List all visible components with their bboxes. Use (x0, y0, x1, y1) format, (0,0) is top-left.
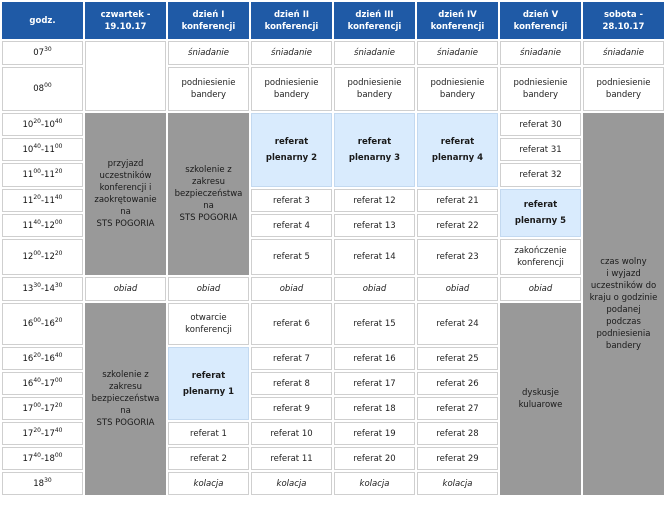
time-1020: $10^{20}-10^{40}$ (2, 113, 83, 136)
cell-lunch: obiad (334, 277, 415, 301)
cell-talk-21: referat 21 (417, 189, 498, 212)
cell-talk-15: referat 15 (334, 303, 415, 345)
cell-breakfast: śniadanie (334, 41, 415, 65)
header-day-3: dzień III konferencji (334, 2, 415, 39)
cell-flag-raising: podniesienie bandery (168, 67, 249, 111)
cell-talk-17: referat 17 (334, 372, 415, 395)
row-0730 (2, 41, 664, 65)
time-1620: $16^{20}-16^{40}$ (2, 347, 83, 370)
cell-closing: zakończenie konferencji (500, 239, 581, 275)
row-1020 (2, 113, 664, 136)
cell-plenary-5: referat plenarny 5 (500, 189, 581, 237)
cell-talk-26: referat 26 (417, 372, 498, 395)
header-thursday: czwartek - 19.10.17 (85, 2, 166, 39)
cell-opening: otwarcie konferencji (168, 303, 249, 345)
cell-talk-32: referat 32 (500, 163, 581, 187)
header-time: godz. (2, 2, 83, 39)
cell-plenary-2: referat plenarny 2 (251, 113, 332, 187)
time-1640: $16^{40}-17^{00}$ (2, 372, 83, 395)
cell-talk-12: referat 12 (334, 189, 415, 212)
cell-talk-3: referat 3 (251, 189, 332, 212)
time-0800: $08^{00}$ (2, 67, 83, 111)
cell-talk-31: referat 31 (500, 138, 581, 161)
cell-lunch: obiad (417, 277, 498, 301)
time-0730: $07^{30}$ (2, 41, 83, 65)
cell-lunch: obiad (500, 277, 581, 301)
cell-talk-27: referat 27 (417, 397, 498, 420)
cell-lunch: obiad (251, 277, 332, 301)
time-1330: $13^{30}-14^{30}$ (2, 277, 83, 301)
cell-flag-raising: podniesienie bandery (417, 67, 498, 111)
cell-talk-13: referat 13 (334, 214, 415, 237)
header-day-4: dzień IV konferencji (417, 2, 498, 39)
cell-talk-28: referat 28 (417, 422, 498, 445)
header-day-1: dzień I konferencji (168, 2, 249, 39)
cell-talk-29: referat 29 (417, 447, 498, 470)
cell-talk-2: referat 2 (168, 447, 249, 470)
header-saturday: sobota - 28.10.17 (583, 2, 664, 39)
cell-breakfast: śniadanie (251, 41, 332, 65)
cell-talk-11: referat 11 (251, 447, 332, 470)
cell-safety-training-morning: szkolenie z zakresu bezpieczeństwa na STS POGORIA (168, 113, 249, 275)
cell-breakfast: śniadanie (168, 41, 249, 65)
cell-dinner: kolacja (417, 472, 498, 495)
cell-free-time: czas wolny i wyjazd uczestników do kraju o godzinie podanej podczas podniesienia bandery (583, 113, 664, 495)
cell-talk-9: referat 9 (251, 397, 332, 420)
cell-breakfast: śniadanie (417, 41, 498, 65)
cell-talk-6: referat 6 (251, 303, 332, 345)
cell-dinner: kolacja (251, 472, 332, 495)
cell-arrival: przyjazd uczestników konferencji i zaokrętowanie na STS POGORIA (85, 113, 166, 275)
cell-talk-14: referat 14 (334, 239, 415, 275)
cell-breakfast: śniadanie (500, 41, 581, 65)
cell-talk-4: referat 4 (251, 214, 332, 237)
cell-talk-25: referat 25 (417, 347, 498, 370)
cell-talk-19: referat 19 (334, 422, 415, 445)
cell-talk-30: referat 30 (500, 113, 581, 136)
cell-flag-raising: podniesienie bandery (334, 67, 415, 111)
cell-flag-raising: podniesienie bandery (583, 67, 664, 111)
cell-lunch: obiad (85, 277, 166, 301)
time-1740: $17^{40}-18^{00}$ (2, 447, 83, 470)
cell-talk-16: referat 16 (334, 347, 415, 370)
cell-talk-23: referat 23 (417, 239, 498, 275)
cell-plenary-1: referat plenarny 1 (168, 347, 249, 420)
row-1600 (2, 303, 664, 345)
cell-safety-training-afternoon: szkolenie z zakresu bezpieczeństwa na STS POGORIA (85, 303, 166, 495)
header-row (2, 2, 664, 39)
cell-talk-20: referat 20 (334, 447, 415, 470)
cell-flag-raising: podniesienie bandery (500, 67, 581, 111)
time-1140: $11^{40}-12^{00}$ (2, 214, 83, 237)
cell-breakfast: śniadanie (583, 41, 664, 65)
time-1100: $11^{00}-11^{20}$ (2, 163, 83, 187)
header-day-2: dzień II konferencji (251, 2, 332, 39)
cell-talk-1: referat 1 (168, 422, 249, 445)
cell-talk-7: referat 7 (251, 347, 332, 370)
cell-talk-24: referat 24 (417, 303, 498, 345)
time-1830: $18^{30}$ (2, 472, 83, 495)
cell-plenary-3: referat plenarny 3 (334, 113, 415, 187)
header-day-5: dzień V konferencji (500, 2, 581, 39)
cell-talk-10: referat 10 (251, 422, 332, 445)
cell-talk-22: referat 22 (417, 214, 498, 237)
cell-plenary-4: referat plenarny 4 (417, 113, 498, 187)
cell-talk-8: referat 8 (251, 372, 332, 395)
cell-talk-18: referat 18 (334, 397, 415, 420)
time-1600: $16^{00}-16^{20}$ (2, 303, 83, 345)
cell-flag-raising: podniesienie bandery (251, 67, 332, 111)
cell-discussions: dyskusje kuluarowe (500, 303, 581, 495)
cell-dinner: kolacja (334, 472, 415, 495)
cell-dinner: kolacja (168, 472, 249, 495)
time-1720: $17^{20}-17^{40}$ (2, 422, 83, 445)
cell-talk-5: referat 5 (251, 239, 332, 275)
time-1200: $12^{00}-12^{20}$ (2, 239, 83, 275)
time-1700: $17^{00}-17^{20}$ (2, 397, 83, 420)
time-1120: $11^{20}-11^{40}$ (2, 189, 83, 212)
time-1040: $10^{40}-11^{00}$ (2, 138, 83, 161)
row-1330 (2, 277, 664, 301)
empty-cell (85, 41, 166, 111)
cell-lunch: obiad (168, 277, 249, 301)
